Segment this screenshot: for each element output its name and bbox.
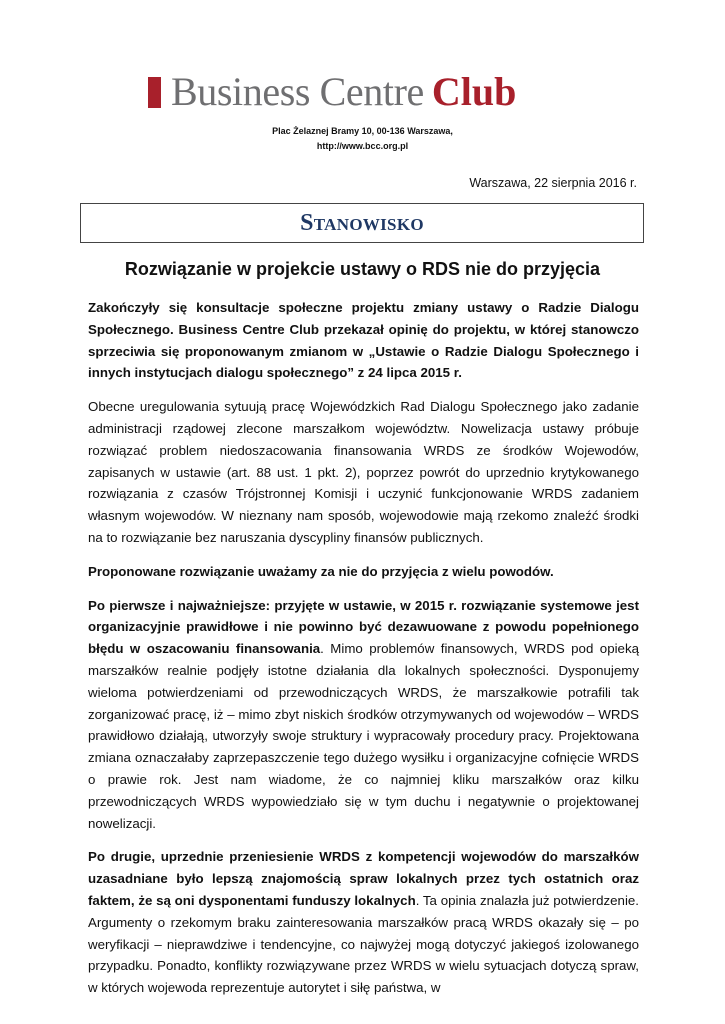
first-reason-bold: Po pierwsze i najważniejsze: przyjęte w ustawie, w 2015 r. rozwiązanie systemowe jest organizacyjnie prawidłowe i nie powinno być dezawuowane z powodu popełnionego błędu w oszacowaniu finansowania bbox=[88, 597, 639, 657]
document-headline: Rozwiązanie w projekcie ustawy o RDS nie do przyjęcia bbox=[124, 259, 601, 279]
paragraph-lead bbox=[88, 297, 639, 384]
first-reason-text: . Mimo problemów finansowych, WRDS pod opieką marszałków realnie podjęły istotne działania dla lokalnych społeczności. Dysponujemy wieloma potwierdzeniami od przewodniczących WRDS, że marszałkowie potrafili tak zorganizować pracę, iż – mimo zbyt niskich środków otrzymywanych od wojewodów – WRDS prawidłowo działają, utworzyły swoje struktury i wypracowały procedury pracy. Projektowana zmiana oznaczałaby zaprzepaszczenie tego dużego wysiłku i organizacyjne cofnięcie WRDS o prawie rok. Jest nam wiadome, że co najmniej kliku marszałków oraz kilku przewodniczących WRDS wypowiedziało się w tym duchu i negatywnie o projektowanej nowelizacji. bbox=[88, 641, 639, 831]
paragraph-context: Obecne uregulowania sytuują pracę Wojewódzkich Rad Dialogu Społecznego jako zadanie administracji rządowej zlecone marszałkom województw. Nowelizacja ustawy próbuje rozwiązać problem niedoszacowania finansowania WRDS ze środków Wojewodów, zapisanych w ustawie (art. 88 ust. 1 pkt. 2), poprzez powrót do uprzednio krytykowanego rozwiązania z czasów Trójstronnej Komisji i uczynić funkcjonowanie WRDS zadaniem własnym wojewodów. W nieznany nam sposób, wojewodowie mają rzekomo znaleźć środki na to rozwiązanie bez naruszania dyscypliny finansów publicznych. bbox=[88, 399, 639, 545]
second-reason-bold: Po drugie, uprzednie przeniesienie WRDS z kompetencji wojewodów do marszałków uzasadniane było lepszą znajomością spraw lokalnych przez tych ostatnich oraz faktem, że są oni dysponentami funduszy lokalnych bbox=[88, 849, 639, 908]
website-url: http://www.bcc.org.pl bbox=[316, 141, 409, 151]
second-reason-text: . Ta opinia znalazła już potwierdzenie. Argumenty o rzekomym braku zainteresowania marszałków pracą WRDS okazały się – po weryfikacji – nieprawdziwe i tendencyjne, co najwyżej mogą dotyczyć jakiegoś izolowanego przypadku. Ponadto, konflikty rozwiązywane przez WRDS w wielu sytuacjach dotyczą spraw, w których wojewoda reprezentuje autorytet i siłę państwa, w bbox=[88, 892, 639, 996]
paragraph-second-reason bbox=[88, 846, 639, 999]
bcc-logo bbox=[148, 69, 517, 114]
document-date: Warszawa, 22 sierpnia 2016 r. bbox=[469, 176, 637, 190]
logo-club: Club bbox=[431, 69, 517, 114]
logo-mark bbox=[148, 77, 161, 108]
paragraph-first-reason bbox=[88, 595, 639, 835]
lead-text: Zakończyły się konsultacje społeczne projektu zmiany ustawy o Radzie Dialogu Społecznego. Business Centre Club przekazał opinię do projektu, w której stanowczo sprzeciwia się proponowanym zmianom w „Ustawie o Radzie Dialogu Społecznego i innych instytucjach dialogu społecznego” z 24 lipca 2015 r. bbox=[88, 300, 639, 381]
document-type-label: Stanowisko bbox=[300, 209, 424, 236]
address-line: Plac Żelaznej Bramy 10, 00-136 Warszawa, bbox=[272, 126, 453, 136]
thesis-text: Proponowane rozwiązanie uważamy za nie do przyjęcia z wielu powodów. bbox=[88, 563, 554, 579]
document-body bbox=[88, 297, 639, 1011]
paragraph-thesis bbox=[88, 561, 639, 583]
logo-name: Business Centre bbox=[171, 69, 424, 114]
document-type-box bbox=[80, 203, 644, 243]
